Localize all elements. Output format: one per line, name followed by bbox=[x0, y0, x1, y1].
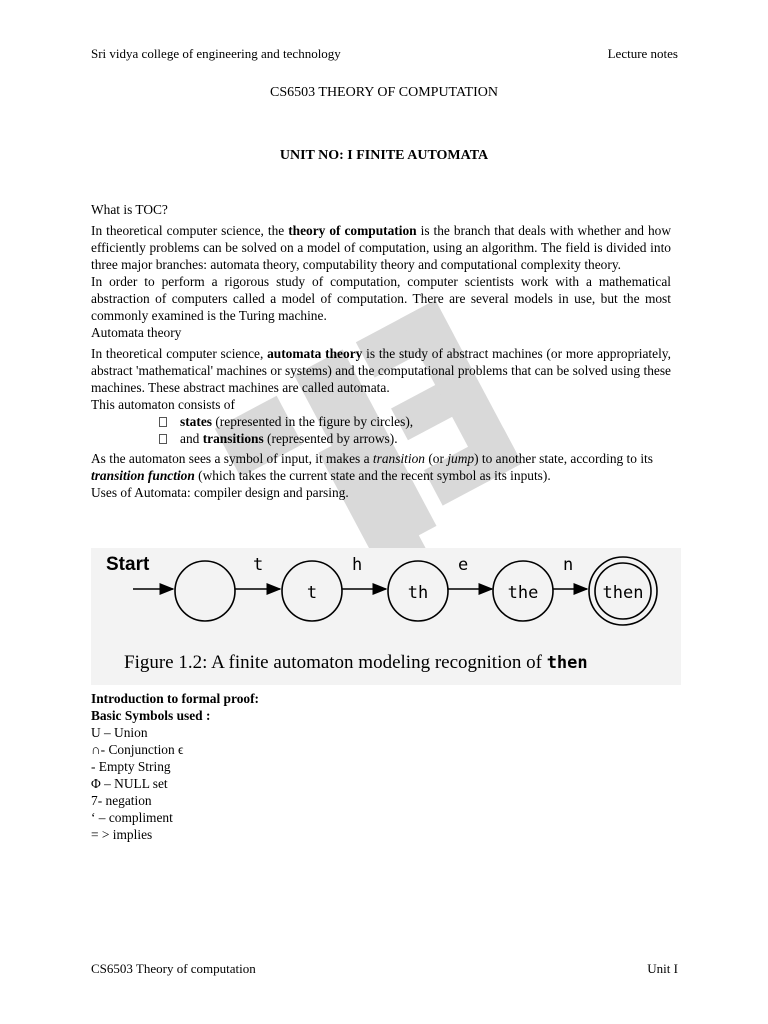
symbols-heading: Basic Symbols used : bbox=[91, 708, 211, 723]
unit-title: UNIT NO: I FINITE AUTOMATA bbox=[279, 148, 489, 163]
italic-term: transition bbox=[372, 451, 425, 466]
transition-label: e bbox=[458, 555, 469, 575]
text-run: ) to another state, according to its bbox=[474, 451, 653, 466]
footer-unit: Unit I bbox=[647, 961, 678, 976]
toc-question: What is TOC? bbox=[91, 202, 168, 217]
bullet-box-icon bbox=[159, 417, 167, 427]
transition-label: h bbox=[352, 555, 363, 575]
text-run: (represented by arrows). bbox=[263, 431, 398, 446]
list-item bbox=[91, 413, 671, 430]
automaton-figure bbox=[91, 548, 681, 685]
text-run: (which takes the current state and the recent symbol as its inputs). bbox=[194, 468, 551, 483]
state-label: th bbox=[407, 583, 429, 603]
bold-term: transitions bbox=[202, 431, 264, 446]
transition-label: t bbox=[253, 555, 264, 575]
bold-term: states bbox=[180, 414, 212, 429]
automaton-diagram bbox=[91, 548, 681, 648]
state-label: the bbox=[507, 583, 539, 603]
bold-term: automata theory bbox=[267, 346, 363, 361]
text-run: (represented in the figure by circles), bbox=[211, 414, 414, 429]
text-run: As the automaton sees a symbol of input, it makes a bbox=[91, 451, 373, 466]
transition-label: n bbox=[563, 555, 574, 575]
start-label: Start bbox=[106, 554, 150, 575]
header-college: Sri vidya college of engineering and technology bbox=[91, 46, 341, 61]
figure-caption bbox=[124, 652, 588, 674]
uses-line: Uses of Automata: compiler design and parsing. bbox=[91, 485, 349, 500]
list-item bbox=[91, 430, 671, 447]
automata-heading: Automata theory bbox=[91, 325, 182, 340]
formal-proof-section bbox=[91, 690, 591, 843]
state-label: then bbox=[602, 583, 644, 603]
bold-italic-term: transition function bbox=[91, 468, 195, 483]
symbol-item: = > implies bbox=[91, 827, 153, 842]
symbol-item: Φ – NULL set bbox=[91, 776, 168, 791]
transition-paragraph bbox=[91, 450, 671, 484]
footer-course: CS6503 Theory of computation bbox=[91, 961, 256, 976]
caption-code: then bbox=[546, 653, 588, 673]
text-run: is the branch that deals with whether and how efficiently problems can be solved on a model of computation, using an algorithm. The field is divided into three major branches: automata theory, computability theory and computational complexity theory. bbox=[91, 223, 672, 272]
caption-text: Figure 1.2: A finite automaton modeling recognition of bbox=[124, 652, 547, 673]
state-label: t bbox=[306, 583, 318, 603]
bullet-list bbox=[91, 413, 671, 447]
consists-line: This automaton consists of bbox=[91, 397, 235, 412]
symbol-item: ∩- Conjunction ϵ bbox=[91, 742, 184, 757]
toc-definition-paragraph bbox=[91, 222, 671, 273]
text-run: is the study of abstract machines (or more appropriately, abstract 'mathematical' machines or systems) and the computational problems that can be solved using these machines. These abstract machines are called automata. bbox=[91, 346, 671, 395]
intro-section bbox=[91, 201, 671, 501]
symbol-item: U – Union bbox=[91, 725, 148, 740]
model-paragraph: In order to perform a rigorous study of computation, computer scientists work with a mathematical abstraction of computers called a model of computation. There are several models in use, but the most commonly examined is the Turing machine. bbox=[91, 274, 671, 323]
italic-term: jump bbox=[447, 451, 475, 466]
symbol-item: ‘ – compliment bbox=[91, 810, 173, 825]
proof-heading: Introduction to formal proof: bbox=[91, 691, 259, 706]
course-title: CS6503 THEORY OF COMPUTATION bbox=[270, 85, 498, 100]
automata-paragraph bbox=[91, 345, 671, 396]
text-run: and bbox=[180, 431, 203, 446]
bullet-box-icon bbox=[159, 434, 167, 444]
text-run: In theoretical computer science, bbox=[91, 346, 268, 361]
symbol-item: 7- negation bbox=[91, 793, 152, 808]
header-doc-type: Lecture notes bbox=[607, 46, 678, 61]
bold-term: theory of computation bbox=[288, 223, 417, 238]
text-run: In theoretical computer science, the bbox=[91, 223, 289, 238]
text-run: (or bbox=[425, 451, 448, 466]
state-circle bbox=[175, 561, 235, 621]
symbol-item: - Empty String bbox=[91, 759, 171, 774]
